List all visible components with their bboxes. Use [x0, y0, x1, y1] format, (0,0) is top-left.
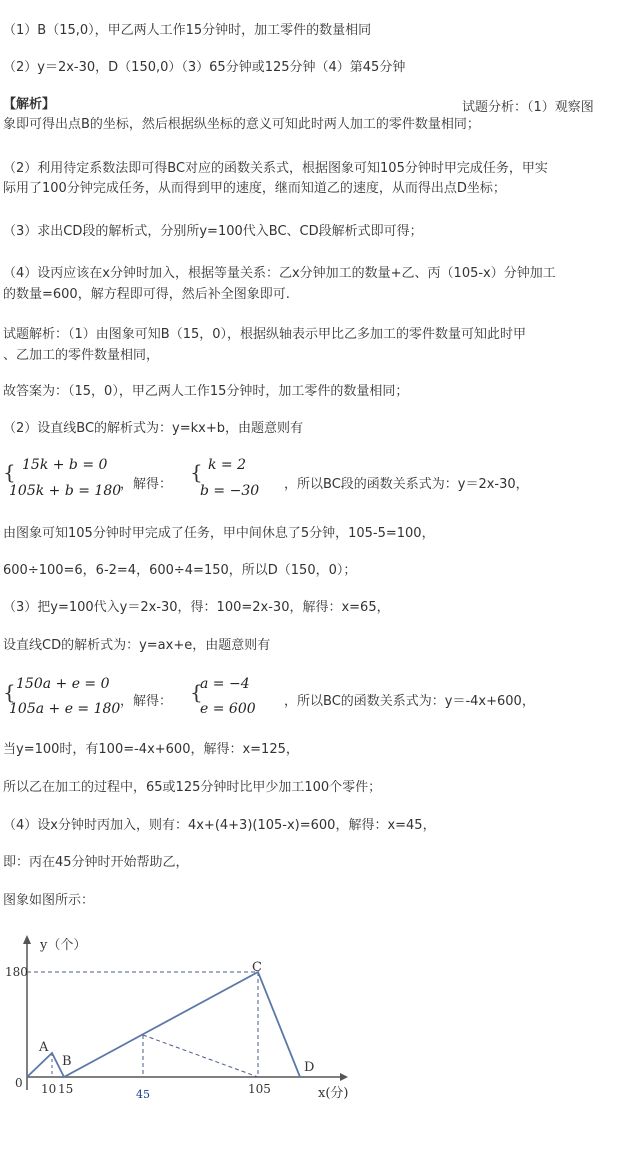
system1-sol-brace: {	[190, 460, 203, 484]
system1-sol1: k = 2	[208, 457, 247, 473]
solution-s1-line2: 、乙加工的零件数量相同，	[3, 348, 160, 363]
analysis-p4-line2: 的数量=600，解方程即可得，然后补全图象即可.	[3, 287, 290, 302]
solution-s6: （3）把y=100代入y＝2x-30，得：100=2x-30，解得：x=65，	[3, 600, 390, 615]
y-tick-180: 180	[5, 965, 28, 979]
solution-graph	[0, 922, 630, 1172]
x-tick-105: 105	[248, 1082, 271, 1096]
system1-eq2: 105k + b = 180	[9, 483, 122, 499]
x-tick-45: 45	[136, 1088, 150, 1101]
system1-solve-label: ，解得：	[120, 477, 173, 492]
solution-s2: 故答案为：（15，0），甲乙两人工作15分钟时，加工零件的数量相同；	[3, 384, 409, 399]
origin-label: 0	[15, 1076, 23, 1090]
system2-brace: {	[3, 680, 16, 704]
x-axis-arrow	[340, 1073, 348, 1081]
answer-2: （2）y＝2x-30，D（150,0）（3）65分钟或125分钟（4）第45分钟	[3, 60, 406, 75]
x-tick-10: 10	[41, 1082, 57, 1096]
system2-sol-brace: {	[190, 680, 203, 704]
system2-eq1: 150a + e = 0	[16, 676, 110, 692]
solution-s7: 设直线CD的解析式为：y=ax+e，由题意则有	[3, 638, 271, 653]
system2-sol1: a = −4	[200, 676, 250, 692]
system1-tail: ，所以BC段的函数关系式为：y＝2x-30，	[284, 477, 529, 492]
system1-eq1: 15k + b = 0	[22, 457, 108, 473]
system2-eq2: 105a + e = 180	[9, 701, 121, 717]
solution-s4: 由图象可知105分钟时甲完成了任务，甲中间休息了5分钟，105-5=100，	[3, 526, 435, 541]
answer-1: （1）B（15,0），甲乙两人工作15分钟时，加工零件的数量相同	[3, 23, 372, 38]
solution-s11: 即：丙在45分钟时开始帮助乙，	[3, 855, 189, 870]
point-a-label: A	[39, 1040, 49, 1055]
solution-s1-line1: 试题解析：（1）由图象可知B（15，0），根据纵轴表示甲比乙多加工的零件数量可知此时甲	[3, 327, 527, 342]
x-tick-15: 15	[58, 1082, 74, 1096]
point-c-label: C	[252, 960, 262, 975]
system1-brace: {	[3, 460, 16, 484]
system2-sol2: e = 600	[200, 701, 256, 717]
system1-sol2: b = −30	[200, 483, 260, 499]
solution-s8: 当y=100时，有100=-4x+600，解得：x=125，	[3, 742, 299, 757]
system2-solve-label: ，解得：	[120, 694, 173, 709]
solution-s9: 所以乙在加工的过程中，65或125分钟时比甲少加工100个零件；	[3, 780, 382, 795]
solution-s5: 600÷100=6，6-2=4，600÷4=150，所以D（150，0）；	[3, 563, 357, 578]
solution-s12: 图象如图所示：	[3, 893, 95, 908]
x-axis-label: x(分)	[318, 1086, 349, 1101]
analysis-intro: 试题分析：（1）观察图	[462, 100, 594, 115]
analysis-p2-line1: （2）利用待定系数法即可得BC对应的函数关系式，根据图象可知105分钟时甲完成任务，甲实	[3, 161, 548, 176]
analysis-heading: 【解析】	[3, 97, 56, 112]
solution-s3: （2）设直线BC的解析式为：y=kx+b，由题意则有	[3, 421, 303, 436]
dashed-helper-line	[143, 1035, 258, 1077]
point-b-label: B	[62, 1054, 72, 1069]
y-axis-arrow	[23, 935, 31, 944]
solution-s10: （4）设x分钟时丙加入，则有：4x+(4+3)(105-x)=600，解得：x=45，	[3, 818, 436, 833]
system2-tail: ，所以BC的函数关系式为：y＝-4x+600，	[284, 694, 535, 709]
point-d-label: D	[304, 1060, 315, 1075]
y-axis-label: y（个）	[40, 938, 87, 953]
analysis-p3: （3）求出CD段的解析式，分别所y=100代入BC、CD段解析式即可得；	[3, 224, 423, 239]
analysis-p1-line2: 象即可得出点B的坐标，然后根据纵坐标的意义可知此时两人加工的零件数量相同；	[3, 117, 480, 132]
analysis-p4-line1: （4）设丙应该在x分钟时加入，根据等量关系：乙x分钟加工的数量+乙、丙（105-x）分钟加工	[3, 266, 556, 281]
analysis-p2-line2: 际用了100分钟完成任务，从而得到甲的速度，继而知道乙的速度，从而得出点D坐标；	[3, 181, 506, 196]
